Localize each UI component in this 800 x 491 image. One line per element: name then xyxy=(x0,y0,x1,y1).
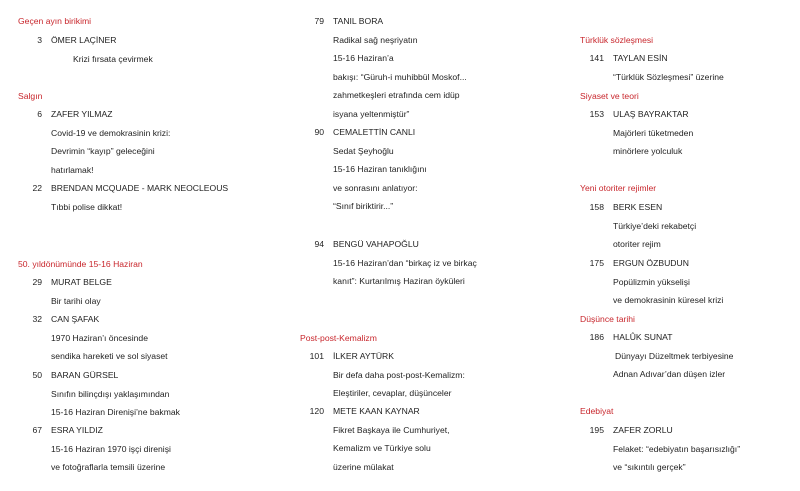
toc-column-3 xyxy=(580,0,790,491)
article-title-line: 15-16 Haziran’a xyxy=(333,53,394,63)
toc-column-1 xyxy=(18,0,280,491)
author-name: CEMALETTİN CANLI xyxy=(333,127,416,137)
author-name: TAYLAN ESİN xyxy=(613,53,668,63)
article-title-line: üzerine mülakat xyxy=(333,461,394,472)
article-title-line: 15-16 Haziran Direnişi’ne bakmak xyxy=(51,407,180,417)
article-title-line: Sedat Şeyhoğlu xyxy=(333,145,394,156)
page-number: 141 xyxy=(589,53,604,63)
author-name: CAN ŞAFAK xyxy=(51,314,100,324)
article-title-line: Dünyayı Düzeltmek terbiyesine xyxy=(615,350,734,361)
page-number: 32 xyxy=(32,314,42,324)
page-number: 195 xyxy=(589,425,604,435)
article-title-line: sendika hareketi ve sol siyaset xyxy=(51,351,168,361)
author-name: TANIL BORA xyxy=(333,16,384,26)
author-name: MURAT BELGE xyxy=(51,277,112,287)
author-name: METE KAAN KAYNAR xyxy=(333,406,420,416)
author-name: BRENDAN MCQUADE - MARK NEOCLEOUS xyxy=(51,183,229,193)
section-heading: Düşünce tarihi xyxy=(580,314,635,324)
article-title-line: 1970 Haziran’ı öncesinde xyxy=(51,332,148,343)
page-number: 29 xyxy=(32,277,42,287)
article-title-line: Adnan Adıvar’dan düşen izler xyxy=(613,369,726,379)
author-name: ERGUN ÖZBUDUN xyxy=(613,258,689,268)
article-title-line: “Türklük Sözleşmesi” üzerine xyxy=(613,71,724,82)
article-title-line: ve sonrasını anlatıyor: xyxy=(333,182,418,193)
page-number: 90 xyxy=(314,127,324,137)
section-heading: Türklük sözleşmesi xyxy=(580,35,654,45)
article-title-line: isyana yeltenmiştür” xyxy=(333,108,410,119)
section-heading: 50. yıldönümünde 15-16 Haziran xyxy=(18,259,143,269)
article-title-line: kanıt”: Kurtarılmış Haziran öyküleri xyxy=(333,276,465,286)
article-title-line: bakışı: “Güruh-i muhibbül Moskof... xyxy=(333,71,467,82)
article-title-line: Kemalizm ve Türkiye solu xyxy=(333,443,431,453)
article-title-line: Radikal sağ neşriyatın xyxy=(333,34,418,45)
article-title-line: minörlere yolculuk xyxy=(613,146,683,156)
section-heading: Geçen ayın birikimi xyxy=(18,16,92,26)
page-number: 79 xyxy=(314,16,324,26)
article-title-line: ve “sıkıntılı gerçek” xyxy=(613,462,686,472)
article-title-line: “Sınıf biriktirir...” xyxy=(333,201,394,211)
article-title-line: ve demokrasinin küresel krizi xyxy=(613,295,724,305)
article-title-line: Felaket: “edebiyatın başarısızlığı” xyxy=(613,443,741,454)
section-heading: Post-post-Kemalizm xyxy=(300,333,377,343)
page-number: 3 xyxy=(37,35,42,45)
section-heading: Salgın xyxy=(18,91,43,101)
article-title-line: Krizi fırsata çevirmek xyxy=(73,53,153,64)
article-title-line: 15-16 Haziran 1970 işçi direnişi xyxy=(51,443,171,454)
author-name: ESRA YILDIZ xyxy=(51,425,103,435)
page-number: 6 xyxy=(37,109,42,119)
article-title-line: Türkiye’deki rekabetçi xyxy=(613,220,697,231)
author-name: HALÛK SUNAT xyxy=(613,332,673,342)
author-name: BENGÜ VAHAPOĞLU xyxy=(333,239,419,249)
article-title-line: Tıbbi polise dikkat! xyxy=(51,201,123,212)
author-name: ULAŞ BAYRAKTAR xyxy=(613,109,689,119)
article-title-line: Majörleri tüketmeden xyxy=(613,127,694,138)
article-title-line: Bir defa daha post-post-Kemalizm: xyxy=(333,369,465,380)
article-title-line: otoriter rejim xyxy=(613,239,661,249)
author-name: ÖMER LAÇİNER xyxy=(51,35,117,45)
article-title-line: Devrimin “kayıp” geleceğini xyxy=(51,146,155,156)
article-title-line: hatırlamak! xyxy=(51,164,94,175)
article-title-line: Bir tarihi olay xyxy=(51,295,101,306)
article-title-line: Covid-19 ve demokrasinin krizi: xyxy=(51,127,171,138)
article-title-line: zahmetkeşleri etrafında cem idüp xyxy=(333,90,460,100)
page-number: 94 xyxy=(314,239,324,249)
page-number: 186 xyxy=(589,332,604,342)
article-title-line: 15-16 Haziran tanıklığını xyxy=(333,164,427,174)
author-name: İLKER AYTÜRK xyxy=(333,351,394,361)
article-title-line: Popülizmin yükselişi xyxy=(613,276,690,287)
toc-column-2 xyxy=(300,0,562,491)
page-number: 101 xyxy=(309,351,324,361)
page-number: 120 xyxy=(309,406,324,416)
author-name: ZAFER YILMAZ xyxy=(51,109,113,119)
article-title-line: 15-16 Haziran’dan “birkaç iz ve birkaç xyxy=(333,257,477,268)
page-number: 153 xyxy=(589,109,604,119)
page-number: 22 xyxy=(32,183,42,193)
page-number: 67 xyxy=(32,425,42,435)
section-heading: Siyaset ve teori xyxy=(580,91,639,101)
page-number: 175 xyxy=(589,258,604,268)
author-name: ZAFER ZORLU xyxy=(613,425,673,435)
article-title-line: Eleştiriler, cevaplar, düşünceler xyxy=(333,388,452,398)
author-name: BARAN GÜRSEL xyxy=(51,370,119,380)
author-name: BERK ESEN xyxy=(613,202,663,212)
article-title-line: Sınıfın bilinçdışı yaklaşımından xyxy=(51,388,170,399)
section-heading: Yeni otoriter rejimler xyxy=(580,183,657,193)
article-title-line: Fikret Başkaya ile Cumhuriyet, xyxy=(333,424,450,435)
page-number: 158 xyxy=(589,202,604,212)
section-heading: Edebiyat xyxy=(580,406,614,416)
article-title-line: ve fotoğraflarla temsili üzerine xyxy=(51,462,166,472)
page-number: 50 xyxy=(32,370,42,380)
